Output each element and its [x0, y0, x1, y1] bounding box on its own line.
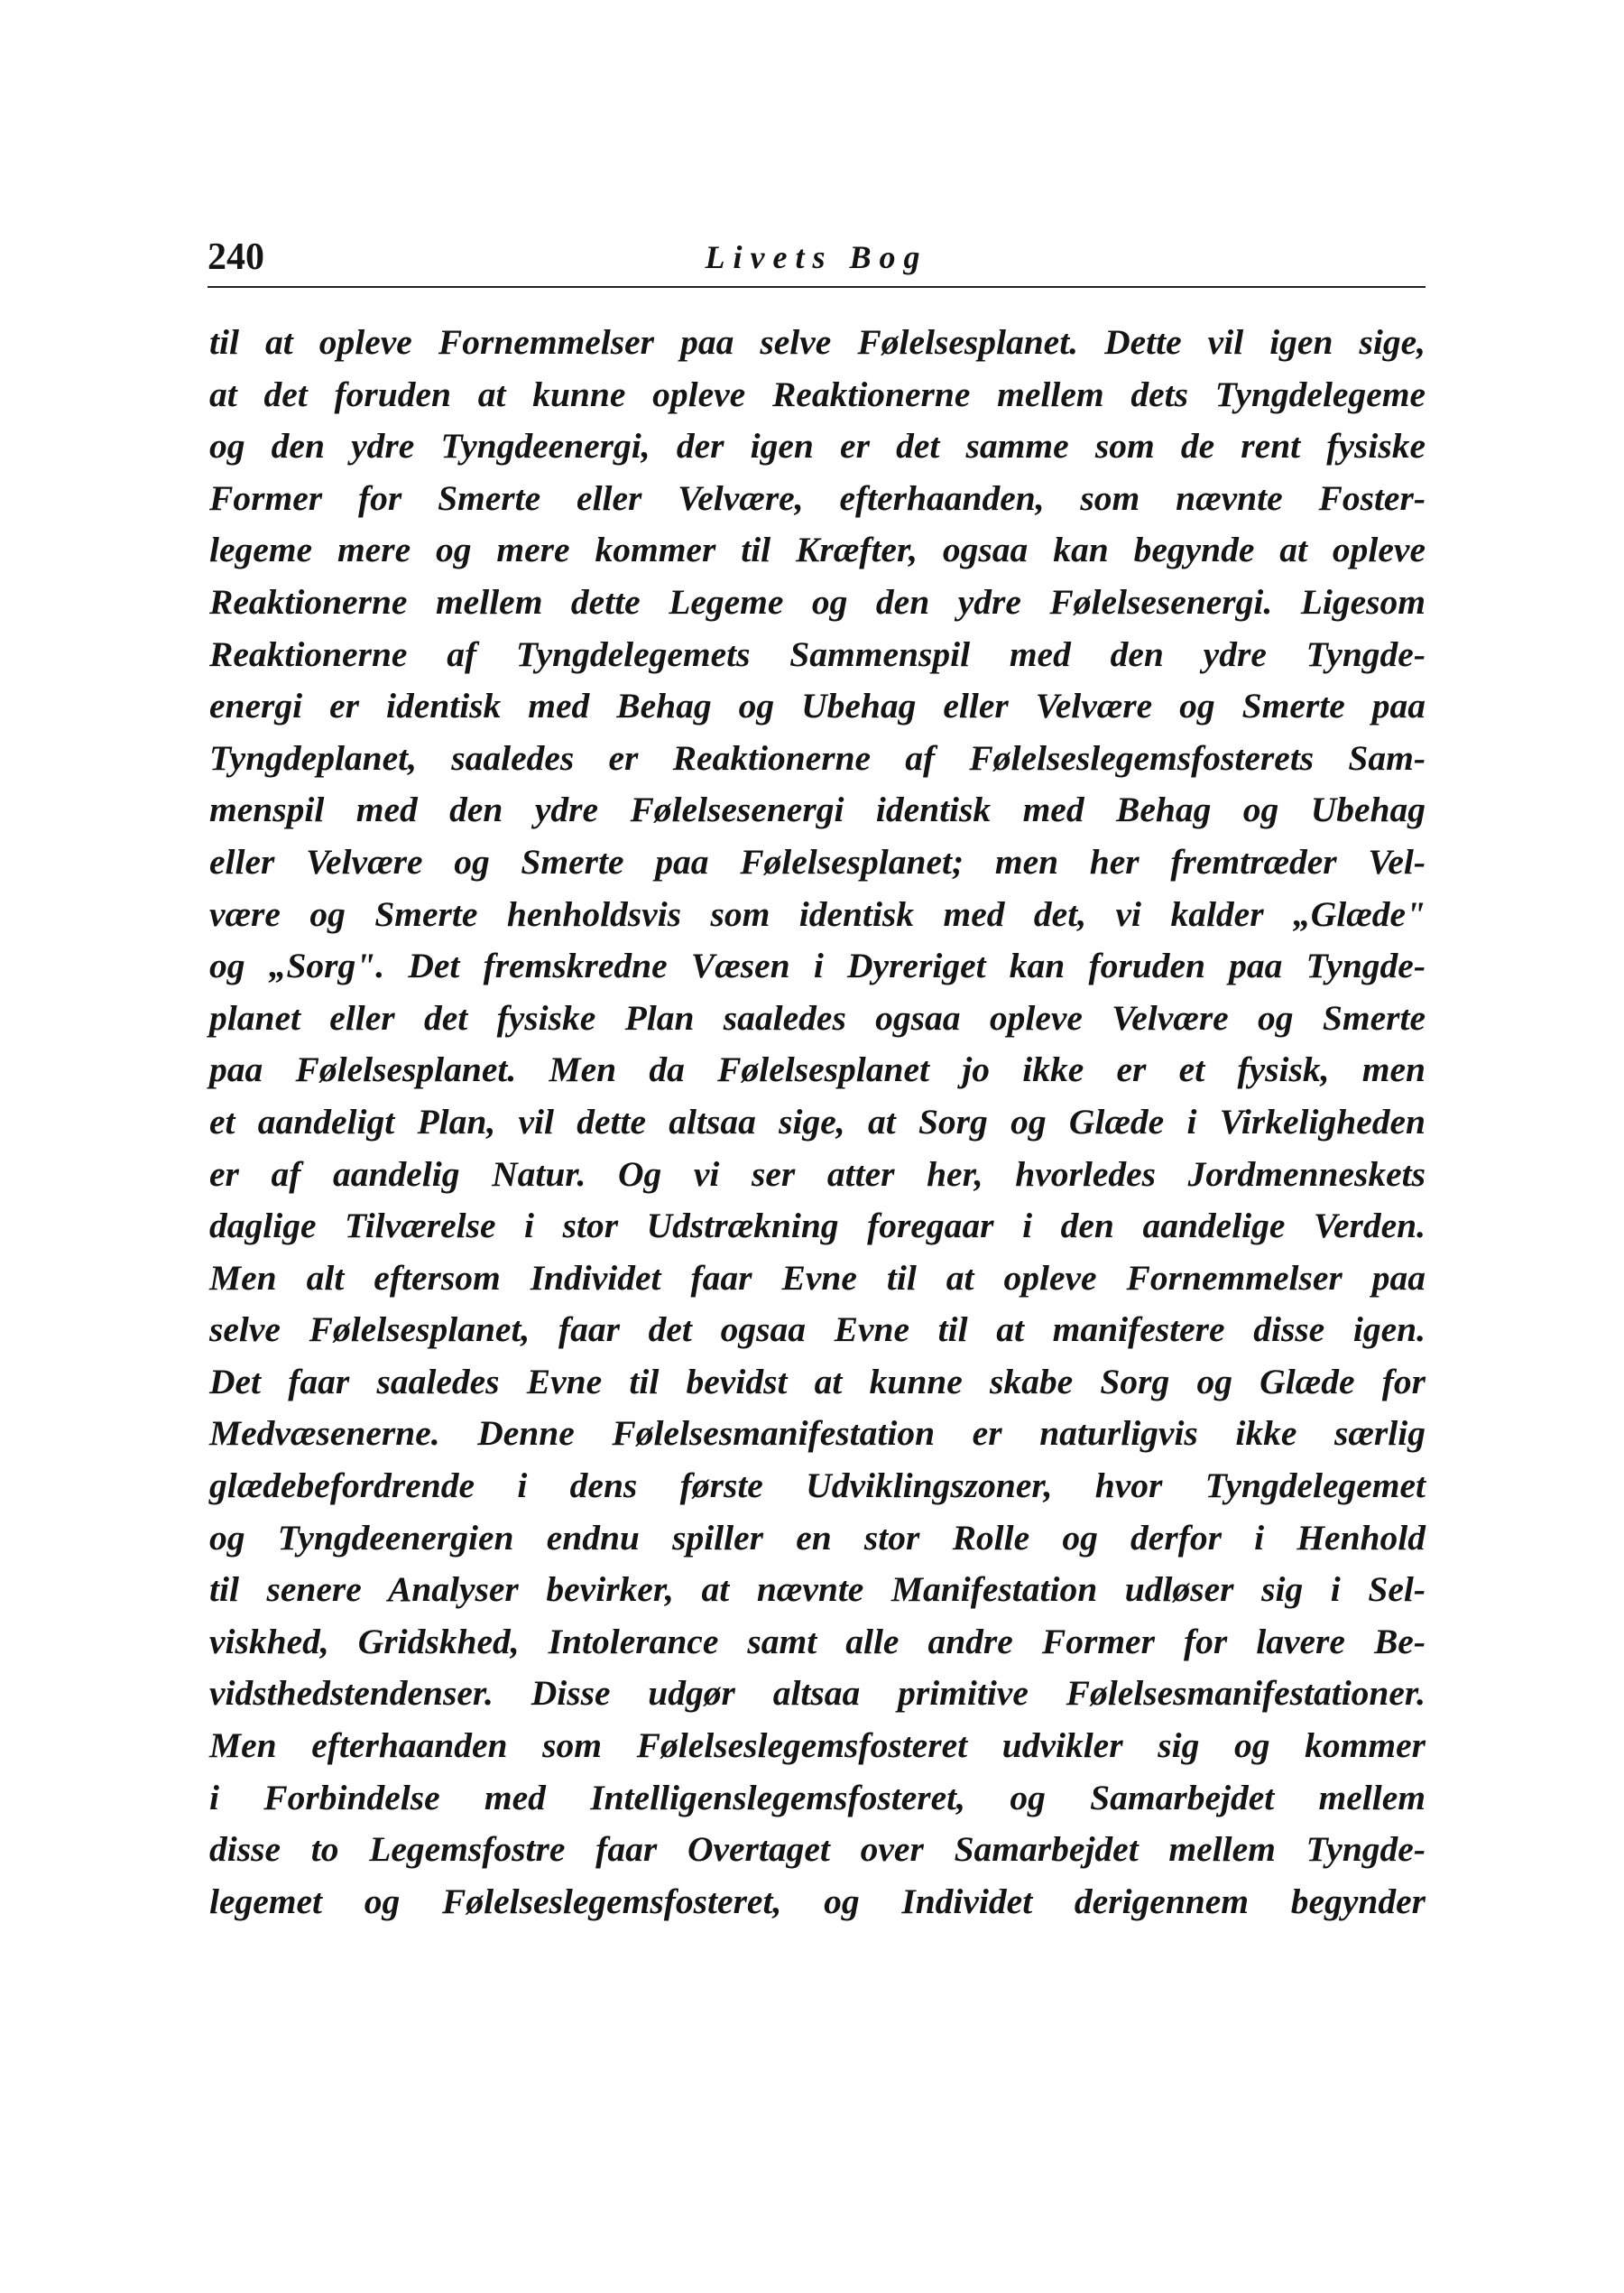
text-line: energi er identisk med Behag og Ubehag eller Velvære og Smerte paa: [209, 686, 1426, 726]
text-line: og Tyngdeenergien endnu spiller en stor Rolle og derfor i Henhold: [209, 1517, 1426, 1558]
text-line: selve Følelsesplanet, faar det ogsaa Evne til at manifestere disse igen.: [209, 1309, 1426, 1350]
text-line: og „Sorg". Det fremskredne Væsen i Dyreriget kan foruden paa Tyngde-: [209, 946, 1426, 986]
text-line: eller Velvære og Smerte paa Følelsesplanet; men her fremtræder Vel-: [209, 841, 1426, 882]
text-line: at det foruden at kunne opleve Reaktionerne mellem dets Tyngdelegeme: [209, 374, 1426, 414]
header-rule: [208, 286, 1426, 288]
page-header: [208, 233, 1426, 287]
text-line: et aandeligt Plan, vil dette altsaa sige, at Sorg og Glæde i Virkeligheden: [209, 1101, 1426, 1142]
text-line: til senere Analyser bevirker, at nævnte Manifestation udløser sig i Sel-: [209, 1569, 1426, 1610]
text-line: menspil med den ydre Følelsesenergi identisk med Behag og Ubehag: [209, 790, 1426, 830]
text-line: daglige Tilværelse i stor Udstrækning foregaar i den aandelige Verden.: [209, 1206, 1426, 1246]
text-line: planet eller det fysiske Plan saaledes ogsaa opleve Velvære og Smerte: [209, 997, 1426, 1038]
page-number: 240: [208, 236, 264, 278]
text-line: glædebefordrende i dens første Udviklingszoner, hvor Tyngdelegemet: [209, 1465, 1426, 1506]
text-line: Det faar saaledes Evne til bevidst at kunne skabe Sorg og Glæde for: [209, 1361, 1426, 1401]
text-line: disse to Legemsfostre faar Overtaget over Samarbejdet mellem Tyngde-: [209, 1829, 1426, 1870]
text-line: legeme mere og mere kommer til Kræfter, ogsaa kan begynde at opleve: [209, 530, 1426, 570]
text-line: Reaktionerne af Tyngdelegemets Sammenspil med den ydre Tyngde-: [209, 633, 1426, 674]
body-text: [209, 317, 1426, 1928]
text-line: Medvæsenerne. Denne Følelsesmanifestation er naturligvis ikke særlig: [209, 1413, 1426, 1454]
text-line: legemet og Følelseslegemsfosteret, og Individet derigennem begynder: [209, 1881, 1426, 1921]
running-title: Livets Bog: [705, 239, 928, 275]
text-line: vidsthedstendenser. Disse udgør altsaa primitive Følelsesmanifestationer.: [209, 1673, 1426, 1714]
text-line: i Forbindelse med Intelligenslegemsfosteret, og Samarbejdet mellem: [209, 1777, 1426, 1817]
text-line: Former for Smerte eller Velvære, efterhaanden, som nævnte Foster-: [209, 477, 1426, 518]
text-line: viskhed, Gridskhed, Intolerance samt alle andre Former for lavere Be-: [209, 1621, 1426, 1661]
text-line: til at opleve Fornemmelser paa selve Følelsesplanet. Dette vil igen sige,: [209, 322, 1426, 362]
text-line: Men alt eftersom Individet faar Evne til at opleve Fornemmelser paa: [209, 1257, 1426, 1298]
text-line: og den ydre Tyngdeenergi, der igen er det samme som de rent fysiske: [209, 426, 1426, 467]
text-line: er af aandelig Natur. Og vi ser atter her, hvorledes Jordmenneskets: [209, 1153, 1426, 1194]
text-line: Men efterhaanden som Følelseslegemsfosteret udvikler sig og kommer: [209, 1725, 1426, 1766]
text-line: Tyngdeplanet, saaledes er Reaktionerne af Følelseslegemsfosterets Sam-: [209, 737, 1426, 778]
text-line: Reaktionerne mellem dette Legeme og den ydre Følelsesenergi. Ligesom: [209, 581, 1426, 622]
text-line: være og Smerte henholdsvis som identisk med det, vi kalder „Glæde": [209, 893, 1426, 934]
text-line: paa Følelsesplanet. Men da Følelsesplanet jo ikke er et fysisk, men: [209, 1049, 1426, 1090]
